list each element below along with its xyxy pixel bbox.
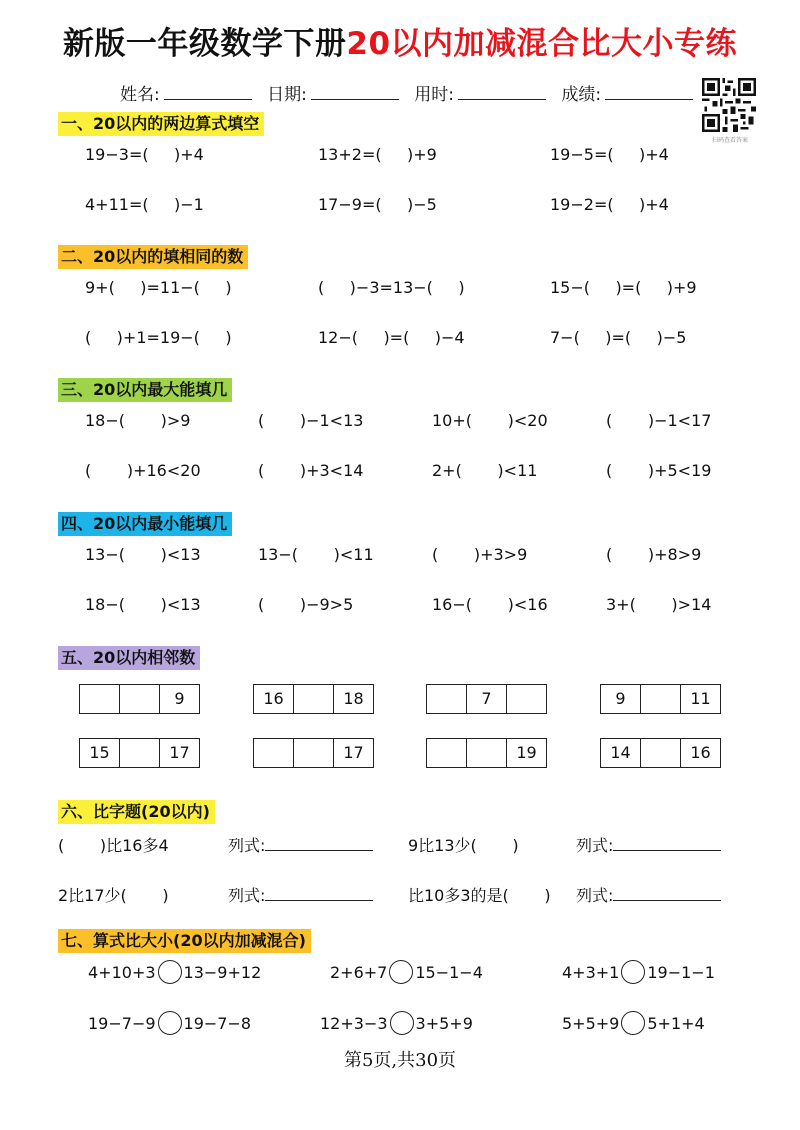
s1-problem: 17−9=( )−5 — [318, 195, 437, 214]
number-cell[interactable]: 14 — [601, 739, 641, 767]
comparison-problem — [320, 1011, 473, 1035]
date-field — [267, 85, 399, 105]
s1-problem: 19−3=( )+4 — [85, 145, 204, 164]
number-cell[interactable] — [641, 685, 681, 713]
date-label: 日期: — [267, 85, 307, 105]
number-cell[interactable]: 17 — [343, 743, 364, 762]
section-5-header: 五、20以内相邻数 — [58, 646, 200, 670]
time-label: 用时: — [414, 85, 455, 105]
comparison-problem — [88, 1011, 251, 1035]
s4-problem: ( )−9>5 — [258, 595, 354, 614]
s1-problem: 4+11=( )−1 — [85, 195, 204, 214]
date-blank — [311, 85, 399, 100]
left-expression: 4+3+1 — [562, 962, 620, 982]
s3-problem: ( )−1<17 — [606, 411, 712, 430]
s1-problem: 19−2=( )+4 — [550, 195, 669, 214]
time-field — [414, 85, 546, 105]
score-field — [561, 85, 693, 105]
number-box-group — [79, 684, 200, 714]
s6-formula — [228, 833, 373, 856]
formula-blank[interactable] — [265, 836, 373, 851]
qr-caption: 扫码查看答案 — [711, 137, 748, 144]
number-cell[interactable]: 18 — [343, 689, 364, 708]
number-box-group — [426, 738, 547, 768]
name-field — [120, 85, 252, 105]
comparison-problem — [88, 960, 261, 984]
worksheet-title — [0, 18, 800, 63]
s1-problem: 13+2=( )+9 — [318, 145, 437, 164]
time-blank — [458, 85, 546, 100]
number-cell[interactable]: 9 — [601, 685, 641, 713]
s3-problem: 10+( )<20 — [432, 411, 548, 430]
number-cell[interactable] — [294, 685, 334, 713]
s3-problem: 2+( )<11 — [432, 461, 538, 480]
right-expression: 5+1+4 — [647, 1013, 705, 1033]
number-cell[interactable] — [641, 739, 681, 767]
number-cell[interactable]: 15 — [80, 739, 120, 767]
name-blank — [164, 85, 252, 100]
number-cell[interactable] — [507, 685, 546, 713]
s4-problem: ( )+8>9 — [606, 545, 702, 564]
page-number: 第5页,共30页 — [343, 1050, 457, 1071]
score-label: 成绩: — [561, 85, 602, 105]
s6-question: 2比17少( ) — [58, 886, 169, 905]
number-cell[interactable] — [120, 739, 160, 767]
s3-problem: ( )−1<13 — [258, 411, 364, 430]
left-expression: 19−7−9 — [88, 1013, 156, 1033]
compare-circle[interactable] — [158, 960, 182, 984]
left-expression: 4+10+3 — [88, 962, 156, 982]
section-4-header: 四、20以内最小能填几 — [58, 512, 232, 536]
number-cell[interactable]: 17 — [169, 743, 190, 762]
number-cell[interactable] — [467, 739, 507, 767]
formula-label: 列式: — [228, 836, 266, 855]
formula-blank[interactable] — [613, 836, 721, 851]
section-7-header: 七、算式比大小(20以内加减混合) — [58, 929, 311, 953]
s2-problem: 7−( )=( )−5 — [550, 328, 687, 347]
formula-label: 列式: — [576, 836, 614, 855]
number-box-group — [426, 684, 547, 714]
formula-label: 列式: — [228, 886, 266, 905]
s3-problem: ( )+3<14 — [258, 461, 364, 480]
s4-problem: 13−( )<13 — [85, 545, 201, 564]
score-blank — [605, 85, 693, 100]
left-expression: 5+5+9 — [562, 1013, 620, 1033]
right-expression: 3+5+9 — [415, 1013, 473, 1033]
s3-problem: ( )+16<20 — [85, 461, 201, 480]
student-info-row — [120, 80, 703, 105]
number-cell[interactable]: 16 — [254, 685, 294, 713]
number-cell[interactable] — [80, 685, 120, 713]
compare-circle[interactable] — [390, 1011, 414, 1035]
number-box-group — [600, 684, 721, 714]
number-cell[interactable] — [427, 739, 467, 767]
s2-problem: 12−( )=( )−4 — [318, 328, 465, 347]
left-expression: 12+3−3 — [320, 1013, 388, 1033]
right-expression: 19−7−8 — [183, 1013, 252, 1033]
s3-problem: ( )+5<19 — [606, 461, 712, 480]
s6-question: 9比13少( ) — [408, 836, 519, 855]
s2-problem: ( )−3=13−( ) — [318, 278, 465, 297]
comparison-problem — [562, 1011, 705, 1035]
s4-problem: 3+( )>14 — [606, 595, 712, 614]
s2-problem: 9+( )=11−( ) — [85, 278, 232, 297]
compare-circle[interactable] — [158, 1011, 182, 1035]
left-expression: 2+6+7 — [330, 962, 388, 982]
number-box-group — [253, 738, 374, 768]
name-label: 姓名: — [120, 85, 160, 105]
formula-blank[interactable] — [265, 886, 373, 901]
title-black: 新版一年级数学下册 — [62, 26, 347, 62]
s3-problem: 18−( )>9 — [85, 411, 191, 430]
number-cell[interactable]: 11 — [690, 689, 711, 708]
number-cell[interactable] — [254, 739, 294, 767]
number-cell[interactable] — [294, 739, 334, 767]
s2-problem: 15−( )=( )+9 — [550, 278, 697, 297]
number-box-group — [253, 684, 374, 714]
compare-circle[interactable] — [621, 960, 645, 984]
number-cell[interactable]: 19 — [516, 743, 537, 762]
number-box-group — [79, 738, 200, 768]
comparison-problem — [330, 960, 483, 984]
s4-problem: 16−( )<16 — [432, 595, 548, 614]
s6-formula — [576, 883, 721, 906]
s6-formula — [576, 833, 721, 856]
right-expression: 15−1−4 — [415, 962, 483, 982]
s6-question: 比10多3的是( ) — [408, 886, 551, 905]
right-expression: 19−1−1 — [647, 962, 715, 982]
section-6-header: 六、比字题(20以内) — [58, 800, 215, 824]
s1-problem: 19−5=( )+4 — [550, 145, 669, 164]
section-3-header: 三、20以内最大能填几 — [58, 378, 232, 402]
s6-formula — [228, 883, 373, 906]
s4-problem: ( )+3>9 — [432, 545, 528, 564]
number-cell[interactable]: 7 — [467, 685, 507, 713]
number-cell[interactable]: 9 — [174, 689, 185, 708]
section-1-header: 一、20以内的两边算式填空 — [58, 112, 264, 136]
section-2-header: 二、20以内的填相同的数 — [58, 245, 248, 269]
formula-label: 列式: — [576, 886, 614, 905]
compare-circle[interactable] — [389, 960, 413, 984]
formula-blank[interactable] — [613, 886, 721, 901]
comparison-problem — [562, 960, 715, 984]
s4-problem: 13−( )<11 — [258, 545, 374, 564]
s2-problem: ( )+1=19−( ) — [85, 328, 232, 347]
number-cell[interactable] — [427, 685, 467, 713]
number-box-group — [600, 738, 721, 768]
right-expression: 13−9+12 — [183, 962, 262, 982]
s4-problem: 18−( )<13 — [85, 595, 201, 614]
s6-question: ( )比16多4 — [58, 836, 169, 855]
qr-code-icon — [702, 78, 756, 132]
number-cell[interactable]: 16 — [690, 743, 711, 762]
title-red: 20以内加减混合比大小专练 — [346, 26, 738, 62]
compare-circle[interactable] — [621, 1011, 645, 1035]
number-cell[interactable] — [120, 685, 160, 713]
